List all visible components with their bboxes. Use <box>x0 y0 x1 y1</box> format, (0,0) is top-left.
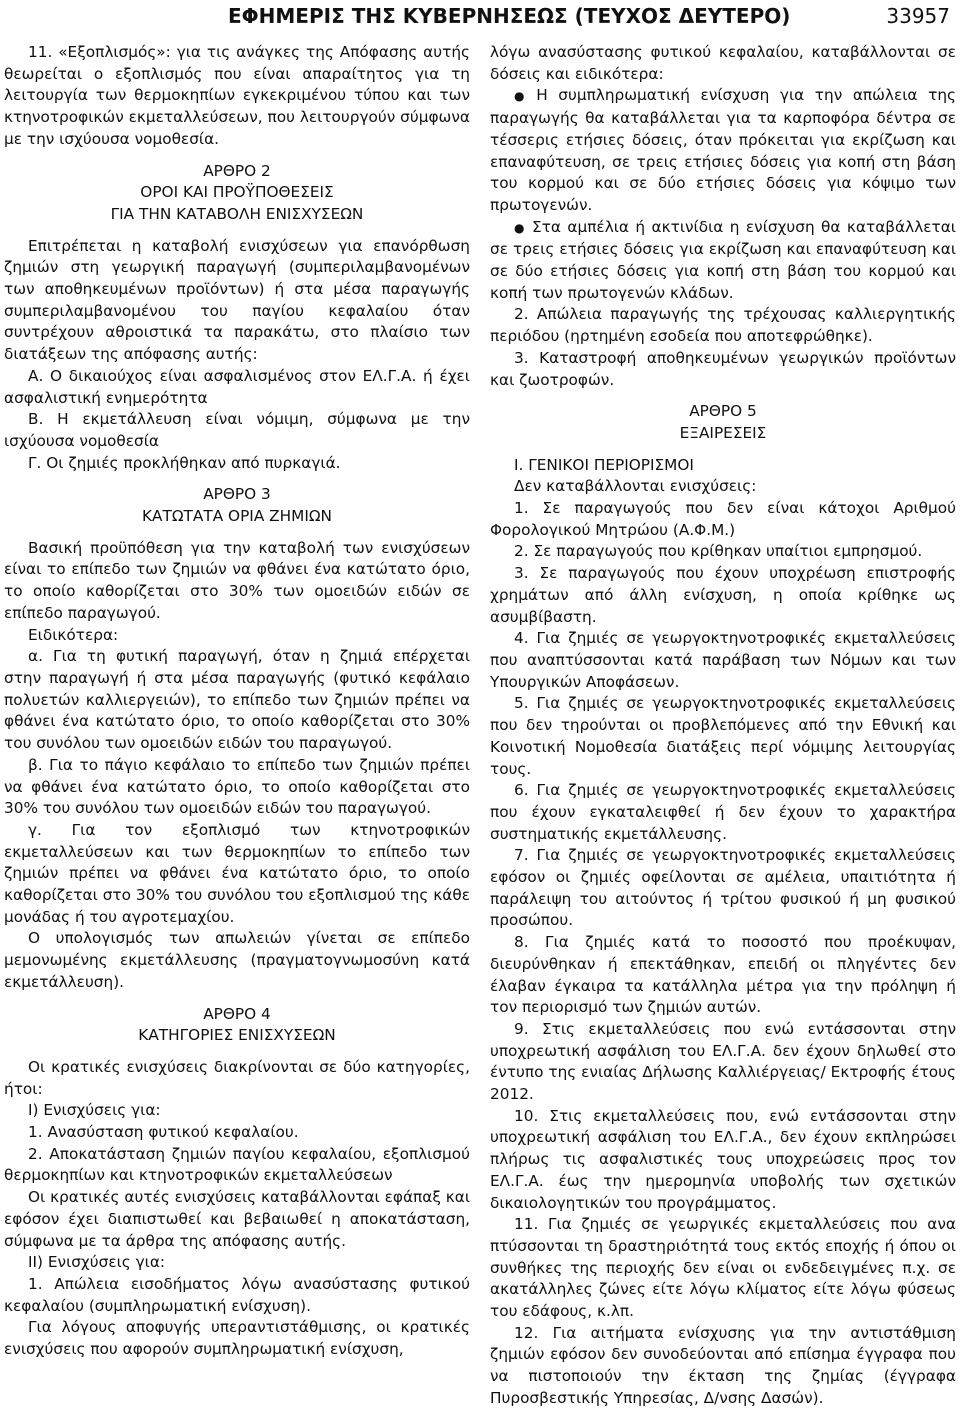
list-item: 12. Για αιτήματα ενίσχυσης για την αντιστάθμιση ζημιών εφόσον δεν συνοδεύονται από επίσημα έγγραφα που να πιστοποιούν την έκταση της ζημίας (έγγραφα Πυροσβεστικής Υπηρεσίας, Δ/νσης Δασών). <box>490 1323 956 1407</box>
paragraph: α. Για τη φυτική παραγωγή, όταν η ζημιά επέρχεται στην παραγωγή ή στα μέσα παραγωγής (φυτικό κεφάλαιο πολυετών καλλιεργειών), το επίπεδο των ζημιών πρέπει να φθάνει ένα κατώτατο όριο, το οποίο καθορίζεται στο 30% του συνόλου των ομοειδών ειδών του παραγωγού. <box>4 647 470 753</box>
bullet-icon <box>514 218 532 236</box>
page-header <box>0 0 960 40</box>
bullet-item <box>490 85 956 216</box>
paragraph: 3. Καταστροφή αποθηκευμένων γεωργικών προϊόντων και ζωοτροφών. <box>490 348 956 389</box>
paragraph: γ. Για τον εξοπλισμό των κτηνοτροφικών εκμεταλλεύσεων και των θερμοκηπίων το επίπεδο των ζημιών πρέπει να φθάνει ένα κατώτατο όριο, το οποίο καθορίζεται στο 30% του συνόλου του εξοπλισμού της κάθε μονάδας ή του αγροτεμαχίου. <box>4 820 470 926</box>
article-title: ΓΙΑ ΤΗΝ ΚΑΤΑΒΟΛΗ ΕΝΙΣΧΥΣΕΩΝ <box>110 204 364 223</box>
list-item: 9. Στις εκμεταλλεύσεις που ενώ εντάσσονται στην υποχρεωτική ασφάλιση του ΕΛ.Γ.Α. δεν έχουν δηλωθεί στο έντυπο της ενιαίας Δήλωσης Καλλιέργειας/ Εκτροφής έτους 2012. <box>490 1019 956 1104</box>
article-title: ΚΑΤΩΤΑΤΑ ΟΡΙΑ ΖΗΜΙΩΝ <box>142 507 332 526</box>
list-item: 7. Για ζημιές σε γεωργοκτηνοτροφικές εκμεταλλεύσεις εφόσον οι ζημιές οφείλονται σε αμέλεια, υπαιτιότητα ή παράλειψη του αιτούντος ή τρίτου φυσικού ή μη φυσικού προσώπου. <box>490 846 956 930</box>
paragraph: Βασική προϋπόθεση για την καταβολή των ενισχύσεων είναι το επίπεδο των ζημιών να φθάνει ένα κατώτατο όριο, το οποίο καθορίζεται στο 30% των ομοειδών ειδών σε επίπεδο παραγωγού. <box>4 538 470 622</box>
list-item: 4. Για ζημιές σε γεωργοκτηνοτροφικές εκμεταλλεύσεις που αναπτύσσονται κατά παράβαση των Νόμων και των Υπουργικών Αποφάσεων. <box>490 629 956 691</box>
article-number: ΑΡΘΡΟ 4 <box>203 1004 271 1023</box>
paragraph: Οι κρατικές ενισχύσεις διακρίνονται σε δύο κατηγορίες, ήτοι: <box>4 1057 470 1098</box>
paragraph: 2. Απώλεια παραγωγής της τρέχουσας καλλιεργητικής περιόδου (ηρτημένη εσοδεία που αποτεφρώθηκε). <box>490 305 956 346</box>
article-number: ΑΡΘΡΟ 3 <box>203 485 271 504</box>
paragraph: Για λόγους αποφυγής υπεραντιστάθμισης, οι κρατικές ενισχύσεις που αφορούν συμπληρωματική ενίσχυση, <box>4 1318 470 1359</box>
paragraph: Ειδικότερα: <box>28 625 119 644</box>
article-title: ΟΡΟΙ ΚΑΙ ΠΡΟΫΠΟΘΕΣΕΙΣ <box>140 183 334 202</box>
paragraph: Οι κρατικές αυτές ενισχύσεις καταβάλλονται εφάπαξ και εφόσον έχει διαπιστωθεί και βεβαιωθεί η αποκατάσταση, σύμφωνα με τα άρθρα της απόφασης αυτής. <box>4 1188 470 1250</box>
right-column <box>490 42 956 1410</box>
article-number: ΑΡΘΡΟ 5 <box>689 402 757 421</box>
list-item: 3. Σε παραγωγούς που έχουν υποχρέωση επιστροφής χρημάτων από άλλη ενίσχυση, η οποία κρίθηκε ως ασυμβίβαστη. <box>490 564 956 626</box>
paragraph: Επιτρέπεται η καταβολή ενισχύσεων για επανόρθωση ζημιών στη γεωργική παραγωγή (συμπεριλαμβανομένων των αποθηκευμένων προϊόντων) ή στα μέσα παραγωγής συμπεριλαμβανομένου του παγίου κεφαλαίου όταν συντρέχουν αθροιστικά τα παρακάτω, στο πλαίσιο των διατάξεων της απόφασης αυτής: <box>4 236 470 364</box>
list-item: 1. Σε παραγωγούς που δεν είναι κάτοχοι Αριθμού Φορολογικού Μητρώου (Α.Φ.Μ.) <box>490 499 956 539</box>
journal-title: ΕΦΗΜΕΡΙΣ ΤΗΣ ΚΥΒΕΡΝΗΣΕΩΣ (ΤΕΥΧΟΣ ΔΕΥΤΕΡΟ) <box>228 4 791 28</box>
article-title: ΕΞΑΙΡΕΣΕΙΣ <box>679 423 767 442</box>
page-number: 33957 <box>886 4 950 28</box>
paragraph: ΙΙ) Ενισχύσεις για: <box>28 1253 166 1272</box>
paragraph: Α. Ο δικαιούχος είναι ασφαλισμένος στον ΕΛ.Γ.Α. ή έχει ασφαλιστική ενημερότητα <box>4 366 470 407</box>
paragraph: Β. Η εκμετάλλευση είναι νόμιμη, σύμφωνα με την ισχύουσα νομοθεσία <box>4 410 470 450</box>
list-item: 10. Στις εκμεταλλεύσεις που, ενώ εντάσσονται στην υποχρεωτική ασφάλιση του ΕΛ.Γ.Α., δεν έχουν εκπληρώσει πλήρως τις ασφαλιστικές τους υποχρεώσεις προς τον ΕΛ.Γ.Α. έως την ημερομηνία υποβολής των σχετικών δικαιολογητικών του προγράμματος. <box>490 1106 956 1212</box>
article-number: ΑΡΘΡΟ 2 <box>203 161 271 180</box>
paragraph: Ι) Ενισχύσεις για: <box>28 1101 161 1120</box>
paragraph: Γ. Οι ζημιές προκλήθηκαν από πυρκαγιά. <box>28 453 341 472</box>
paragraph: 11. «Εξοπλισμός»: για τις ανάγκες της Απόφασης αυτής θεωρείται ο εξοπλισμός που είναι απαραίτητος για τη λειτουργία των θερμοκηπίων εγκεκριμένου τύπου και των κτηνοτροφικών εκμεταλλεύσεων, που λειτουργούν σύμφωνα με την ισχύουσα νομοθεσία. <box>4 43 470 148</box>
list-item: 2. Σε παραγωγούς που κρίθηκαν υπαίτιοι εμπρησμού. <box>514 542 923 561</box>
paragraph: 2. Αποκατάσταση ζημιών παγίου κεφαλαίου, εξοπλισμού θερμοκηπίων και κτηνοτροφικών εκμεταλλεύσεων <box>4 1144 470 1185</box>
section-title: Ι. ΓΕΝΙΚΟΙ ΠΕΡΙΟΡΙΣΜΟΙ <box>514 455 694 474</box>
paragraph: Ο υπολογισμός των απωλειών γίνεται σε επίπεδο μεμονωμένης εκμετάλλευσης (πραγματογνωμοσύνη κατά εκμετάλλευση). <box>4 929 470 991</box>
bullet-icon <box>514 86 536 104</box>
list-item: 6. Για ζημιές σε γεωργοκτηνοτροφικές εκμεταλλεύσεις που έχουν εγκαταλειφθεί ή δεν έχουν το χαρακτήρα συστηματικής εκμετάλλευσης. <box>490 781 956 843</box>
paragraph: 1. Απώλεια εισοδήματος λόγω ανασύστασης φυτικού κεφαλαίου (συμπληρωματική ενίσχυση). <box>4 1274 470 1315</box>
bullet-item <box>490 217 956 305</box>
paragraph: λόγω ανασύστασης φυτικού κεφαλαίου, καταβάλλονται σε δόσεις και ειδικότερα: <box>490 43 956 83</box>
bullet-text: Στα αμπέλια ή ακτινίδια η ενίσχυση θα καταβάλλεται σε τρεις ετήσιες δόσεις για εκρίζωση και επαναφύτευση και σε δύο ετήσιες δόσεις για κοπή στη βάση του κορμού και κοπή των πρωτογενών κλάδων. <box>490 217 956 302</box>
paragraph: Δεν καταβάλλονται ενισχύσεις: <box>514 477 757 496</box>
bullet-text: Η συμπληρωματική ενίσχυση για την απώλεια της παραγωγής θα καταβάλλεται για τα καρποφόρα δέντρα σε τέσσερις ετήσιες δόσεις, όταν πρόκειται για εκρίζωση και επαναφύτευση, σε τρεις ετήσιες δόσεις για κοπή στη βάση του κορμού και σε δύο ετήσιες δόσεις για κόψιμο των πρωτογενών. <box>490 86 956 214</box>
paragraph: β. Για το πάγιο κεφάλαιο το επίπεδο των ζημιών πρέπει να φθάνει ένα κατώτατο όριο, το οποίο καθορίζεται στο 30% του συνόλου των ομοειδών ειδών του παραγωγού. <box>4 755 470 818</box>
list-item: 5. Για ζημιές σε γεωργοκτηνοτροφικές εκμεταλλεύσεις που δεν τηρούνται οι προβλεπόμενες από την Εθνική και Κοινοτική Νομοθεσία διατάξεις περί νόμιμης λειτουργίας τους. <box>490 694 956 778</box>
list-item: 8. Για ζημιές κατά το ποσοστό που προέκυψαν, διευρύνθηκαν ή επεκτάθηκαν, επειδή οι πληγέντες δεν έλαβαν έγκαιρα τα κατάλληλα μέτρα για την πρόληψη ή τον περιορισμό των ζημιών αυτών. <box>490 933 956 1017</box>
article-title: ΚΑΤΗΓΟΡΙΕΣ ΕΝΙΣΧΥΣΕΩΝ <box>138 1026 336 1045</box>
paragraph: 1. Ανασύσταση φυτικού κεφαλαίου. <box>28 1123 299 1142</box>
left-column <box>4 42 470 1361</box>
list-item: 11. Για ζημιές σε γεωργικές εκμεταλλεύσεις που ανα πτύσσονται τη δραστηριότητά τους εκτός εποχής ή όπου οι συνθήκες της περιοχής δεν είναι οι ενδεδειγμένες π.χ. σε ακατάλληλες ζώνες είτε λόγω κλίματος είτε λόγω φύσεως του εδάφους, κ.λπ. <box>490 1215 956 1321</box>
